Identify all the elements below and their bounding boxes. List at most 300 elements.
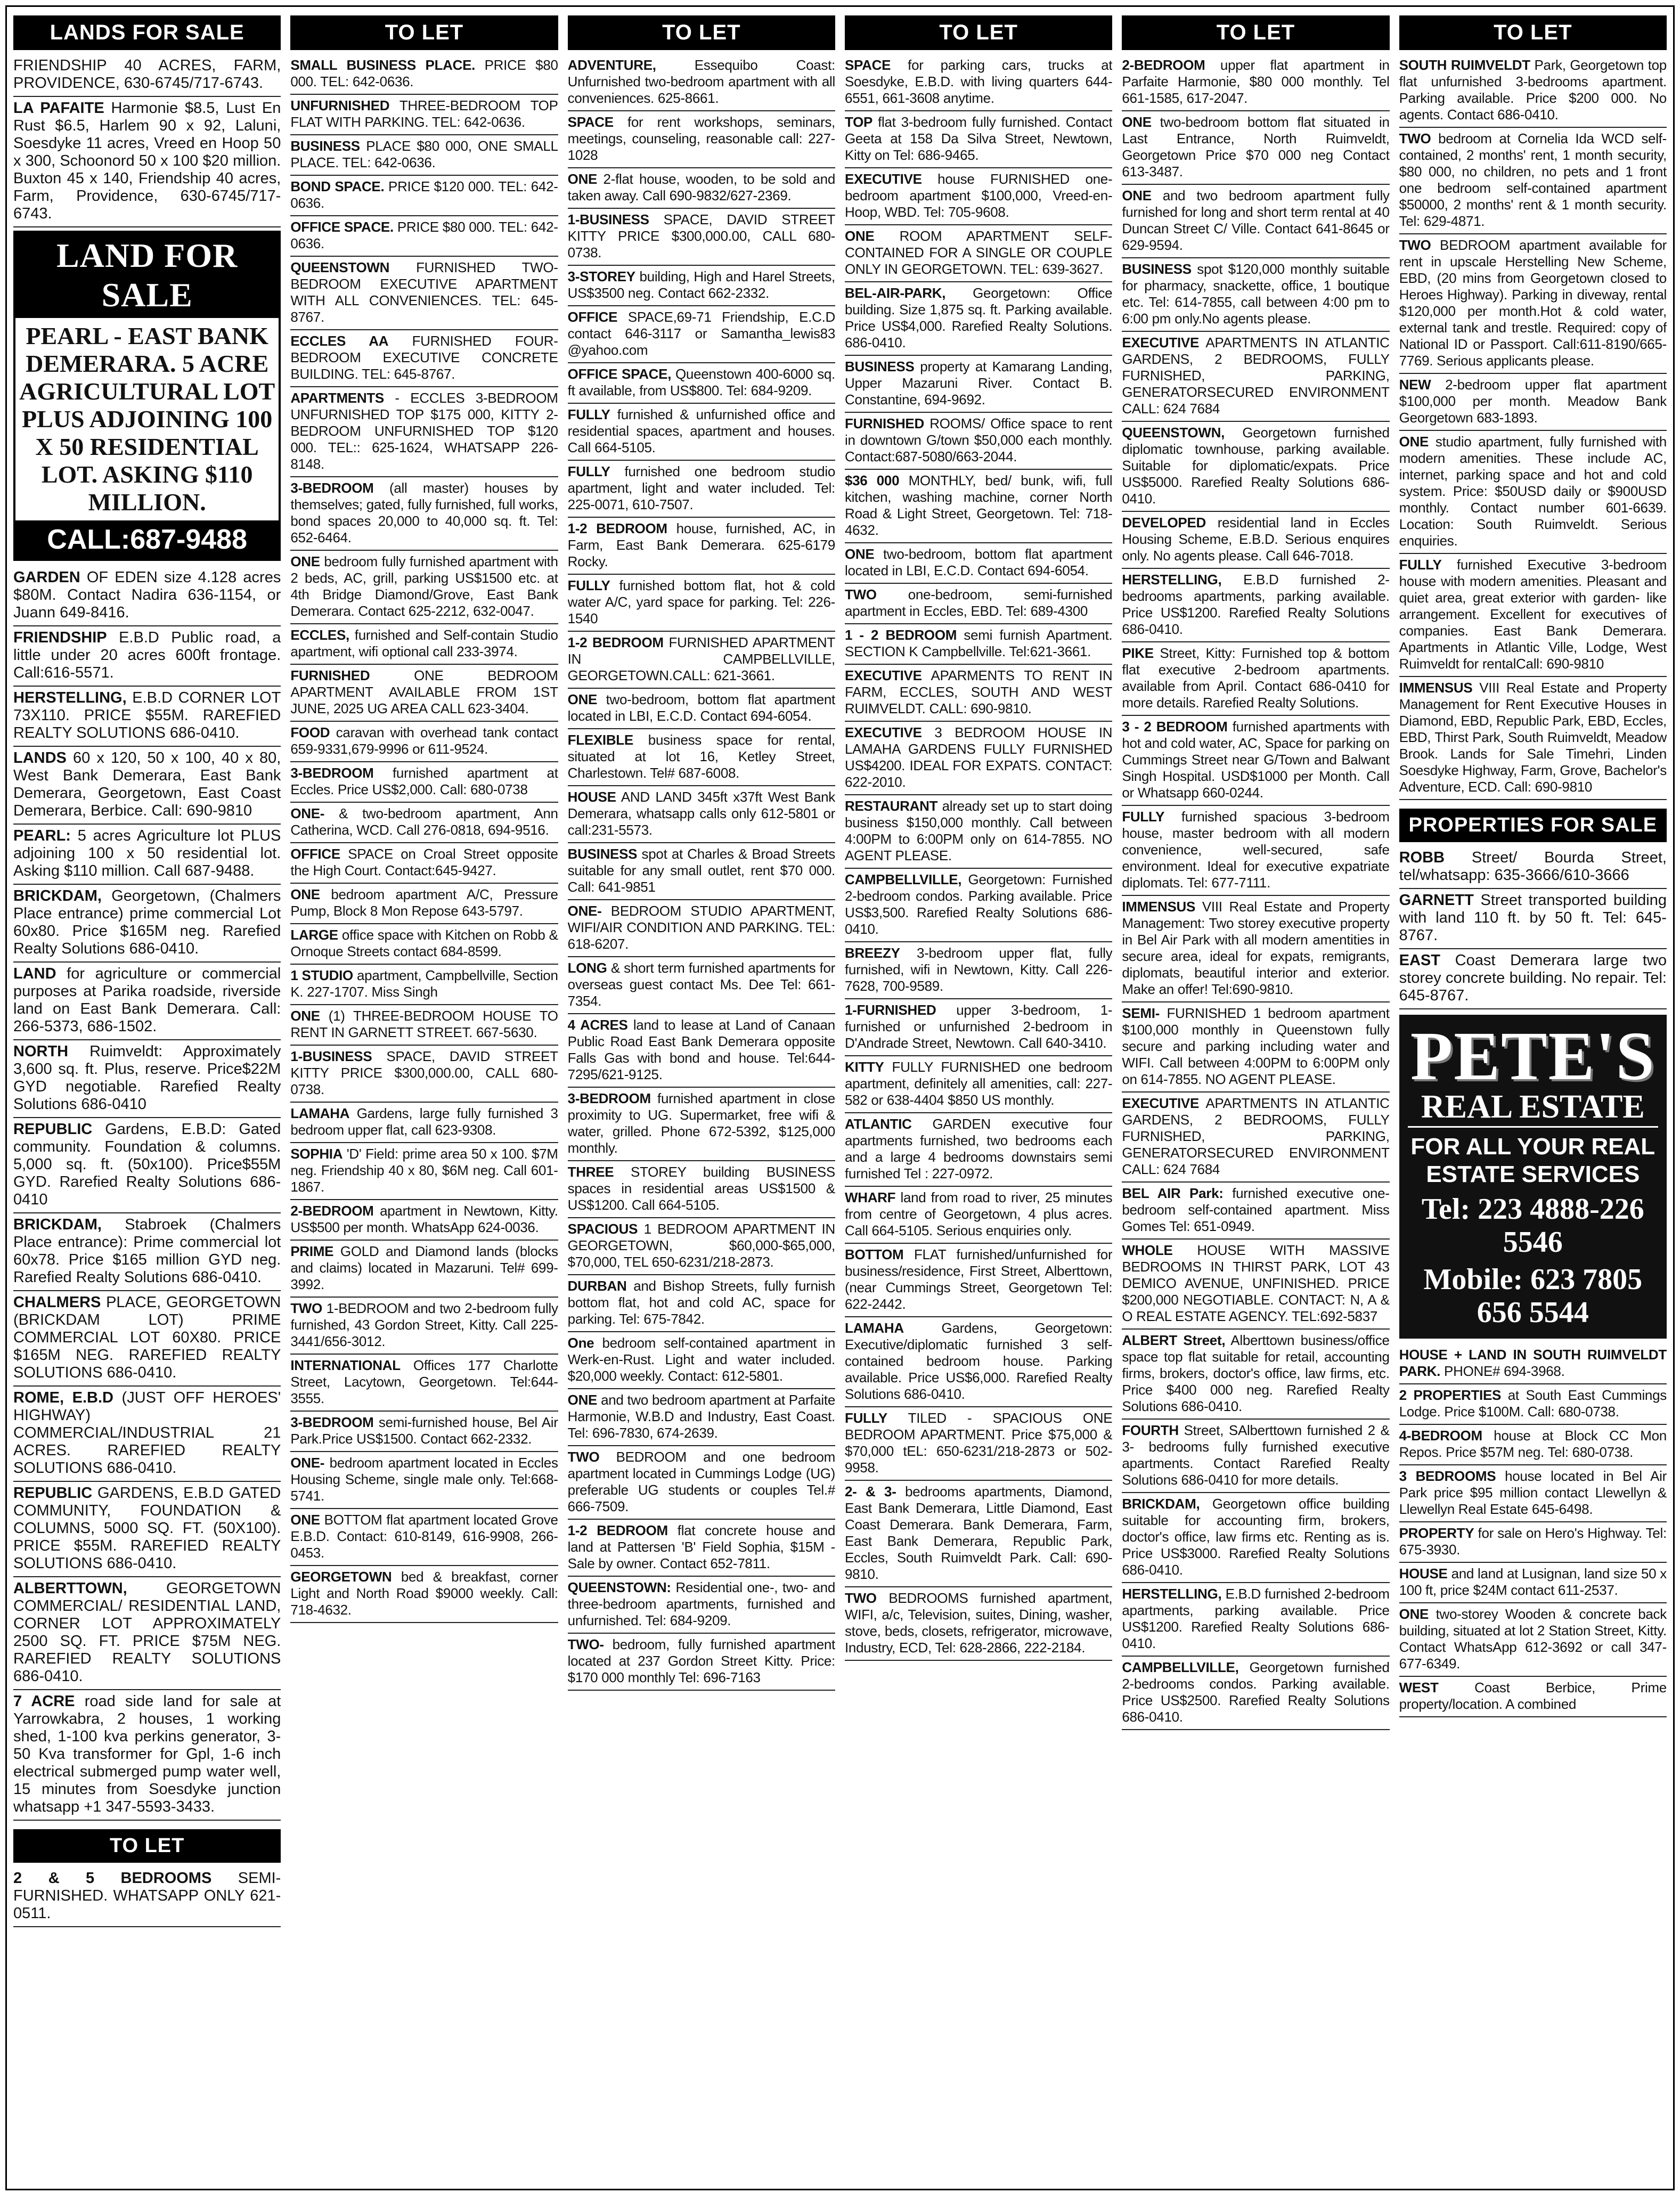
classified-ad <box>1399 234 1667 374</box>
ad-lead-word: 2-BEDROOM <box>290 1203 374 1219</box>
classified-ad <box>568 1014 835 1088</box>
classified-ad <box>845 1481 1112 1587</box>
classified-ad <box>568 632 835 689</box>
ad-body-text: already set up to start doing business $150,000 monthly. Call between 4:00PM to 6:00PM only on 614-7855. NO AGENT PLEASE. <box>844 798 1113 863</box>
ad-body-text: GARDENS, E.B.D GATED COMMUNITY, FOUNDATION & COLUMNS, 5000 SQ. FT. (50X100). PRICE $55M. RAREFIED REALTY SOLUTIONS 686-0410. <box>13 1485 281 1572</box>
ad-body-text: Residential one-, two- and three-bedroom apartments, furnished and unfurnished. Tel: 684-9209. <box>567 1579 835 1628</box>
classified-ad <box>1399 1425 1667 1465</box>
classified-ad <box>845 999 1112 1056</box>
ad-body-text: house at Block CC Mon Repos. Price $57M neg. Tel: 680-0738. <box>1399 1428 1667 1460</box>
ad-lead-word: FOURTH <box>1122 1422 1179 1438</box>
ad-body-text: SPACE, DAVID STREET KITTY PRICE $300,000.00, CALL 680-0738. <box>290 1048 558 1097</box>
ad-lead-word: NORTH <box>13 1043 69 1060</box>
ad-lead-word: 1-FURNISHED <box>844 1002 936 1018</box>
ad-body-text: furnished & unfurnished office and residential spaces, apartment and houses. Call 664-5105. <box>567 406 835 455</box>
ad-lead-word: TWO <box>1399 237 1431 253</box>
classified-ad <box>845 54 1112 111</box>
ad-lead-word: TWO <box>290 1300 323 1316</box>
ad-body-text: one-bedroom, semi-furnished apartment in Eccles, EBD. Tel: 689-4300 <box>844 586 1113 619</box>
classified-ad <box>290 1143 558 1200</box>
ad-body-text: ONE BEDROOM APARTMENT AVAILABLE FROM 1ST JUNE, 2025 UG AREA CALL 623-3404. <box>290 667 558 716</box>
ad-body-text: Georgetown: Furnished 2-bedroom condos. Parking available. Price US$3,500. Rarefied Realty Solutions 686-0410. <box>844 871 1113 937</box>
ad-body-text: 60 x 120, 50 x 100, 40 x 80, West Bank Demerara, East Bank Demerara, Georgetown, East Coast Demerara, Berbice. Call: 690-9810 <box>13 749 281 819</box>
classified-ad <box>568 54 835 111</box>
ad-lead-word: ROBB <box>1399 849 1445 866</box>
ad-lead-word: 2 PROPERTIES <box>1399 1387 1502 1403</box>
ad-lead-word: TWO <box>1399 131 1431 146</box>
classified-ad <box>568 518 835 575</box>
classified-ad <box>568 209 835 266</box>
classified-ad <box>1122 1657 1389 1730</box>
ad-lead-word: EXECUTIVE <box>844 667 922 683</box>
ad-lead-word: ONE <box>290 553 320 569</box>
ad-body-text: Park, Georgetown top flat unfurnished 3-bedrooms apartment. Parking available. Price $200 000. No agents. Contact 686-0410. <box>1399 57 1667 123</box>
ad-lead-word: OFFICE SPACE, <box>567 366 672 382</box>
classified-ad <box>290 843 558 884</box>
ad-lead-word: QUEENSTOWN <box>290 259 390 275</box>
ad-body-text: VIII Real Estate and Property Management: Two storey executive property in Bel Air Park with all modern amentities in secure area, ideal for expats, remigrants, diplomats, beautiful interior and exterior. Make an offer! Tel:690-9810. <box>1122 899 1390 997</box>
ad-body-text: two-storey Wooden & concrete back building, situated at lot 2 Station Street, Kitty. Contact WhatsApp 612-3692 or call 347-677-6349. <box>1399 1606 1667 1672</box>
ad-lead-word: One <box>567 1335 594 1351</box>
ad-lead-word: BRICKDAM, <box>13 887 102 904</box>
ad-body-text: THREE-BEDROOM TOP FLAT WITH PARKING. TEL: 642-0636. <box>290 97 558 130</box>
classified-ad <box>290 1046 558 1103</box>
classified-ad <box>845 225 1112 282</box>
classified-ad <box>1122 1093 1389 1183</box>
ad-body-text: Street, SAlberttown furnished 2 & 3- bedrooms fully furnished executive apartments. Contact Rarefied Realty Solutions 686-0410 for more details. <box>1122 1422 1390 1488</box>
ad-body-text: E.B.D furnished 2-bedroom apartments, parking available. Price US$1200. Rarefied Realty Solutions 686-0410. <box>1122 1586 1390 1651</box>
ad-lead-word: ONE <box>567 691 598 707</box>
classified-ad <box>568 1520 835 1577</box>
classified-ad <box>1399 1465 1667 1522</box>
classified-ad <box>1122 569 1389 642</box>
ad-lead-word: 1-BUSINESS <box>290 1048 372 1064</box>
ad-body-text: upper flat apartment in Parfaite Harmonie, $80 000 monthly. Tel 661-1585, 617-2047. <box>1122 57 1390 106</box>
ad-lead-word: 1-2 BEDROOM <box>567 520 667 536</box>
classified-ad <box>1399 374 1667 431</box>
column-to-let-4 <box>1122 15 1389 2180</box>
classified-ad <box>568 1446 835 1520</box>
ad-lead-word: DURBAN <box>567 1278 627 1294</box>
classified-ad <box>1399 1384 1667 1425</box>
ad-body-text: SEMI-FURNISHED. WHATSAPP ONLY 621-0511. <box>13 1870 281 1922</box>
classified-ad <box>568 404 835 461</box>
ad-body-text: business space for rental, situated at lot 16, Ketley Street, Charlestown. Tel# 687-6008. <box>567 732 835 781</box>
classified-ad <box>845 356 1112 413</box>
ad-body-text: Coast Berbice, Prime property/location. A combined <box>1399 1680 1667 1712</box>
classified-ad <box>13 1118 281 1213</box>
section-header-to-let: TO LET <box>13 1829 281 1863</box>
ad-body-text: furnished apartments with hot and cold water, AC, Space for parking on Cummings Street near G/Town and Balwant Singh Hospital. USD$1000 per Month. Call or Whatsapp 660-0244. <box>1122 719 1390 801</box>
ad-lead-word: ONE <box>1122 114 1152 130</box>
ad-body-text: E.B.D furnished 2-bedrooms apartments, parking available. Price US$1200. Rarefied Realty Solutions 686-0410. <box>1122 572 1390 637</box>
land-box-body: PEARL - EAST BANK DEMERARA. 5 ACRE AGRICULTURAL LOT PLUS ADJOINING 100 X 50 RESIDENTIAL LOT. ASKING $110 MILLION. <box>19 322 275 516</box>
classified-ad <box>568 729 835 786</box>
ad-lead-word: 2- & 3- <box>844 1483 896 1499</box>
ad-body-text: E.B.D Public road, a little under 20 acres 600ft frontage. Call:616-5571. <box>13 629 281 681</box>
ad-body-text: two-bedroom, bottom flat apartment located in LBI, E.C.D. Contact 694-6054. <box>567 691 835 724</box>
classified-ad <box>290 257 558 330</box>
petes-subtitle: REAL ESTATE <box>1408 1088 1658 1128</box>
ad-lead-word: ONE- <box>567 903 602 919</box>
classified-ad <box>1399 1563 1667 1603</box>
classified-ad <box>845 282 1112 356</box>
ad-body-text: office space with Kitchen on Robb & Ornoque Streets contact 684-8599. <box>290 927 558 959</box>
ad-lead-word: 3-BEDROOM <box>567 1090 651 1106</box>
classified-ad <box>1122 896 1389 1002</box>
ad-body-text: PHONE# 694-3968. <box>1444 1363 1565 1379</box>
ad-lead-word: TWO <box>567 1449 600 1465</box>
petes-real-estate-ad <box>1399 1015 1667 1339</box>
ad-lead-word: 3-BEDROOM <box>290 480 374 496</box>
ad-body-text: for sale on Hero's Highway. Tel: 675-3930. <box>1399 1525 1667 1558</box>
classified-ad <box>568 168 835 209</box>
ad-body-text: SPACE, DAVID STREET KITTY PRICE $300,000.00, CALL 680-0738. <box>567 211 835 260</box>
ad-body-text: Gardens, large fully furnished 3 bedroom upper flat, call 623-9308. <box>290 1105 558 1138</box>
ad-body-text: land from road to river, 25 minutes from centre of Georgetown, 4 plus acres. Call 664-5105. Serious enquiries only. <box>844 1189 1113 1238</box>
ad-lead-word: FULLY <box>567 577 610 593</box>
ad-body-text: Harmonie $8.5, Lust En Rust $6.5, Harlem 90 x 92, Laluni, Soesdyke 11 acres, Vreed en Hoop 50 x 300, Schoonord 50 x 100 $20 million. Buxton 45 x 140, Friendship 40 acres, Farm, Providence, 630-6745/717-6743. <box>13 100 281 222</box>
ad-body-text: house, furnished, AC, in Farm, East Bank Demerara. 625-6179 Rocky. <box>567 520 835 569</box>
classified-ad <box>290 551 558 624</box>
ad-body-text: Street/ Bourda Street, tel/whatsapp: 635-3666/610-3666 <box>1399 849 1667 884</box>
ad-lead-word: THREE <box>567 1164 614 1180</box>
ad-lead-word: PEARL: <box>13 827 71 844</box>
classified-ad <box>290 1452 558 1509</box>
ad-lead-word: UNFURNISHED <box>290 97 390 113</box>
ad-lead-word: DEVELOPED <box>1122 515 1206 531</box>
ad-body-text: FLAT furnished/unfurnished for business/residence, First Street, Alberttown, (near Cummings Street, Georgetown Tel: 622-2442. <box>844 1246 1113 1312</box>
classified-ad <box>1122 1583 1389 1657</box>
ad-lead-word: LAMAHA <box>290 1105 350 1121</box>
ad-body-text: PLACE, GEORGETOWN (BRICKDAM LOT) PRIME COMMERCIAL LOT 60X80. PRICE $165M NEG. RAREFIED REALTY SOLUTIONS 686-0410. <box>13 1294 281 1381</box>
classified-ad <box>845 1113 1112 1187</box>
classified-ad <box>568 843 835 900</box>
ad-lead-word: CHALMERS <box>13 1294 101 1311</box>
ad-lead-word: NEW <box>1399 377 1431 393</box>
ad-lead-word: HOUSE + LAND IN SOUTH RUIMVELDT PARK. <box>1399 1347 1667 1379</box>
classified-ad <box>290 722 558 762</box>
ad-body-text: land to lease at Land of Canaan Public Road East Bank Demerara opposite Falls Gas with bond and house. Tel:644-7295/621-9125. <box>567 1017 835 1082</box>
ad-lead-word: BUSINESS <box>844 358 915 374</box>
ad-list <box>1399 846 1667 1009</box>
ad-lead-word: PROPERTY <box>1399 1525 1474 1541</box>
classified-ad <box>290 884 558 924</box>
classified-ad <box>290 624 558 665</box>
classified-ad <box>13 54 281 97</box>
ad-body-text: 1 BEDROOM APARTMENT IN GEORGETOWN, $60,000-$65,000, $70,000, TEL 650-6231/218-2873. <box>567 1221 835 1270</box>
ad-body-text: Street transported building with land 110 ft. by 50 ft. Tel: 645-8767. <box>1399 892 1667 944</box>
ad-lead-word: FULLY <box>844 1410 887 1426</box>
classified-ad <box>1399 431 1667 554</box>
ad-lead-word: HERSTELLING, <box>13 689 127 706</box>
land-for-sale-box <box>13 231 281 561</box>
ad-lead-word: FLEXIBLE <box>567 732 633 748</box>
ad-lead-word: FULLY <box>567 463 610 479</box>
classified-ad <box>13 1577 281 1690</box>
ad-body-text: 3-bedroom upper flat, fully furnished, wifi in Newtown, Kitty. Call 226-7628, 700-9589. <box>844 945 1113 994</box>
ad-body-text: flat concrete house and land at Pattersen 'B' Field Sophia, $15M - Sale by owner. Contact 652-7811. <box>567 1522 835 1571</box>
classified-ad <box>1122 512 1389 569</box>
classified-ad <box>290 965 558 1005</box>
ad-lead-word: FULLY <box>1399 557 1442 573</box>
ad-body-text: 2-bedroom upper flat apartment $100,000 per month. Meadow Bank Georgetown 683-1893. <box>1399 377 1667 426</box>
classified-ad <box>845 1187 1112 1244</box>
classified-ad <box>845 869 1112 942</box>
classified-ad <box>290 54 558 95</box>
classified-ad <box>290 1509 558 1566</box>
classified-ad <box>290 387 558 477</box>
classified-ad <box>568 1332 835 1389</box>
ad-body-text: AND LAND 345ft x37ft West Bank Demerara, whatsapp calls only 612-5801 or call:231-5573. <box>567 789 835 838</box>
ad-lead-word: 4 ACRES <box>567 1017 628 1033</box>
ad-body-text: and two bedroom apartment fully furnished for long and short term rental at 40 Duncan Street C/ Ville. Contact 641-8645 or 629-9594. <box>1122 188 1390 253</box>
ad-body-text: APARTMENTS IN ATLANTIC GARDENS, 2 BEDROOMS, FULLY FURNISHED, PARKING, GENERATORSECURED ENVIRONMENT CALL: 624 7684 <box>1122 335 1390 417</box>
ad-lead-word: EAST <box>1399 952 1440 969</box>
ad-body-text: Coast Demerara large two storey concrete building. No repair. Tel: 645-8767. <box>1399 952 1667 1004</box>
ad-lead-word: TOP <box>844 114 873 130</box>
ad-body-text: Queenstown 400-6000 sq. ft available, from US$800. Tel: 684-9209. <box>567 366 835 398</box>
ad-lead-word: 1 - 2 BEDROOM <box>844 627 957 643</box>
ad-lead-word: 1-2 BEDROOM <box>567 634 664 650</box>
classifieds-page <box>5 5 1675 2190</box>
ad-lead-word: LAND <box>13 965 56 982</box>
ad-lead-word: BRICKDAM, <box>13 1216 102 1233</box>
ad-lead-word: OFFICE <box>290 846 340 862</box>
ad-lead-word: KITTY <box>844 1059 884 1075</box>
ad-lead-word: IMMENSUS <box>1122 899 1196 915</box>
ad-body-text: bedroom at Cornelia Ida WCD self-contained, 2 months' rent, 1 month security, $80 000, no children, no pets and 1 front one bedroom self-contained apartment $50000, 2 months' rent & 1 month security. Tel: 629-4871. <box>1399 131 1667 229</box>
ad-body-text: PRICE $80 000. TEL: 642-0636. <box>290 219 558 251</box>
classified-ad <box>13 1482 281 1577</box>
classified-ad <box>1122 422 1389 512</box>
classified-ad <box>13 747 281 825</box>
section-header: TO LET <box>1399 15 1667 50</box>
ad-body-text: - ECCLES 3-BEDROOM UNFURNISHED TOP $175 000, KITTY 2-BEDROOM UNFURNISHED TOP $120 000. TEL:: 625-1624, WHATSAPP 226-8148. <box>290 390 558 472</box>
classified-ad <box>1122 1002 1389 1093</box>
classified-ad <box>845 795 1112 869</box>
ad-body-text: apartment in Newtown, Kitty. US$500 per month. WhatsApp 624-0036. <box>290 1203 558 1235</box>
ad-lead-word: SOUTH RUIMVELDT <box>1399 57 1530 73</box>
ad-body-text: BOTTOM flat apartment located Grove E.B.D. Contact: 610-8149, 616-9908, 266-0453. <box>290 1512 558 1561</box>
classified-ad <box>568 957 835 1014</box>
ad-lead-word: EXECUTIVE <box>1122 335 1199 350</box>
ad-lead-word: EXECUTIVE <box>844 171 922 187</box>
ad-body-text: ROOMS/ Office space to rent in downtown G/town $50,000 each monthly. Contact:687-5080/663-2044. <box>844 415 1113 464</box>
ad-body-text: building, High and Harel Streets, US$3500 neg. Contact 662-2332. <box>567 268 835 301</box>
ad-lead-word: HOUSE <box>567 789 616 805</box>
ad-lead-word: BUSINESS <box>1122 261 1192 277</box>
classified-ad <box>1122 716 1389 806</box>
ad-lead-word: ONE <box>567 1392 598 1408</box>
ad-body-text: two-bedroom bottom flat situated in Last Entrance, North Ruimveldt, Georgetown Price $70 000 neg Contact 613-3487. <box>1122 114 1390 180</box>
ad-body-text: E.B.D CORNER LOT 73X110. PRICE $55M. RAREFIED REALTY SOLUTIONS 686-0410. <box>13 689 281 741</box>
land-box-phone: CALL:687-9488 <box>15 520 279 559</box>
ad-lead-word: CAMPBELLVILLE, <box>844 871 962 887</box>
ad-lead-word: GARDEN <box>13 569 80 586</box>
classified-ad <box>13 825 281 885</box>
ad-lead-word: ROME, E.B.D <box>13 1389 113 1406</box>
ad-lead-word: FURNISHED <box>290 667 370 683</box>
ad-body-text: SPACE on Croal Street opposite the High Court. Contact:645-9427. <box>290 846 558 878</box>
ad-lead-word: HERSTELLING, <box>1122 572 1222 588</box>
ad-lead-word: ONE <box>567 171 598 187</box>
classified-ad <box>1399 677 1667 800</box>
classified-ad <box>1122 1240 1389 1330</box>
classified-ad <box>568 461 835 518</box>
ad-lead-word: 3 - 2 BEDROOM <box>1122 719 1228 735</box>
ad-body-text: two-bedroom, bottom flat apartment located in LBI, E.C.D. Contact 694-6054. <box>844 546 1113 578</box>
classified-ad <box>13 1040 281 1118</box>
classified-ad <box>1399 54 1667 128</box>
ad-body-text: GEORGETOWN COMMERCIAL/ RESIDENTIAL LAND, CORNER LOT APPROXIMATELY 2500 SQ. FT. PRICE $75M NEG. RAREFIED REALTY SOLUTIONS 686-0410. <box>13 1580 281 1685</box>
ad-body-text: bedroom fully furnished apartment with 2 beds, AC, grill, parking US$1500 etc. at 4th Bridge Diamond/Grove, East Bank Demerara. Contact 625-2212, 632-0047. <box>290 553 558 619</box>
column-to-let-5 <box>1399 15 1667 2180</box>
ad-body-text: FULLY FURNISHED one bedroom apartment, definitely all amenities, call: 227-582 or 638-4404 $850 US monthly. <box>844 1059 1113 1108</box>
ad-body-text: spot at Charles & Broad Streets suitable for any small outlet, rent $70 000. Call: 641-9851 <box>567 846 835 895</box>
classified-ad <box>568 786 835 843</box>
ad-body-text: Offices 177 Charlotte Street, Lacytown, Georgetown. Tel:644-3555. <box>290 1357 558 1406</box>
ad-body-text: apartment, Campbellville, Section K. 227-1707. Miss Singh <box>290 967 558 1000</box>
ad-lead-word: APARTMENTS <box>290 390 384 406</box>
classified-ad <box>568 1218 835 1275</box>
ad-body-text: STOREY building BUSINESS spaces in residential areas US$1500 & US$1200. Call 664-5105. <box>567 1164 835 1213</box>
classified-ad <box>290 1241 558 1298</box>
ad-body-text: spot $120,000 monthly suitable for pharmacy, snackette, office, 1 boutique etc. Tel: 614-7855, call between 4:00 pm to 6:00 pm only.No agents please. <box>1122 261 1390 327</box>
classified-ad <box>13 1213 281 1291</box>
ad-body-text: Georgetown furnished 2-bedrooms condos. Parking available. Price US$2500. Rarefied Realty Solutions 686-0410. <box>1122 1659 1390 1725</box>
land-box-title: LAND FOR SALE <box>15 233 279 318</box>
section-header-properties-for-sale: PROPERTIES FOR SALE <box>1399 809 1667 842</box>
ad-body-text: furnished spacious 3-bedroom house, master bedroom with all modern convenience, well-secured, safe environment. Ideal for executive expatriate diplomats. Tel: 677-7111. <box>1122 809 1390 891</box>
ad-lead-word: 2 & 5 BEDROOMS <box>13 1870 212 1887</box>
classified-ad <box>568 1577 835 1634</box>
ad-lead-word: GEORGETOWN <box>290 1569 392 1585</box>
ad-body-text: bedroom self-contained apartment in Werk-en-Rust. Light and water included. $20,000 weekly. Contact: 612-5801. <box>567 1335 835 1384</box>
classified-ad <box>1122 185 1389 258</box>
ad-body-text: house located in Bel Air Park price $95 million contact Llewellyn & Llewellyn Real Estate 645-6498. <box>1399 1468 1667 1517</box>
ad-body-text: semi furnish Apartment. SECTION K Campbellville. Tel:621-3661. <box>844 627 1113 659</box>
ad-lead-word: ONE <box>1399 1606 1429 1622</box>
ad-body-text: semi-furnished house, Bel Air Park.Price US$1500. Contact 662-2332. <box>290 1414 558 1447</box>
classified-ad <box>1122 111 1389 185</box>
ad-body-text: furnished apartment in close proximity to UG. Supermarket, free wifi & water, grilled. Phone 672-5392, $125,000 monthly. <box>567 1090 835 1156</box>
ad-lead-word: ONE <box>844 546 875 562</box>
classified-ad <box>13 1867 281 1927</box>
ad-body-text: APARTMENTS IN ATLANTIC GARDENS, 2 BEDROOMS, FULLY FURNISHED, PARKING, GENERATORSECURED ENVIRONMENT CALL: 624 7684 <box>1122 1095 1390 1177</box>
classified-ad <box>1399 889 1667 949</box>
petes-telephone: Tel: 223 4888-226 5546 <box>1421 1193 1644 1259</box>
ad-body-text: FURNISHED FOUR-BEDROOM EXECUTIVE CONCRETE BUILDING. TEL: 645-8767. <box>290 333 558 382</box>
classified-ad <box>290 1103 558 1143</box>
classified-ad <box>845 584 1112 624</box>
ad-body-text: (all master) houses by themselves; gated, fully furnished, full works, bond spaces 20,000 to 40,000 sq. ft. Tel: 652-6464. <box>290 480 558 545</box>
ad-lead-word: TWO- <box>567 1636 604 1652</box>
ad-lead-word: REPUBLIC <box>13 1121 93 1138</box>
ad-lead-word: REPUBLIC <box>13 1485 93 1502</box>
ad-list <box>845 54 1112 1661</box>
ad-lead-word: EXECUTIVE <box>1122 1095 1199 1111</box>
classified-ad <box>1399 1344 1667 1384</box>
classified-ad <box>568 1389 835 1446</box>
ad-body-text: 2-flat house, wooden, to be sold and taken away. Call 690-9832/627-2369. <box>567 171 835 203</box>
classified-ad <box>845 470 1112 543</box>
ad-body-text: & short term furnished apartments for overseas guest contact Ms. Dee Tel: 661-7354. <box>567 960 835 1009</box>
classified-ad <box>290 1566 558 1623</box>
ad-lead-word: RESTAURANT <box>844 798 938 814</box>
classified-ad <box>845 1407 1112 1481</box>
ad-lead-word: ADVENTURE, <box>567 57 656 73</box>
classified-ad <box>290 665 558 722</box>
ad-lead-word: WEST <box>1399 1680 1439 1695</box>
ad-lead-word: HOUSE <box>1399 1566 1448 1582</box>
petes-mobile: Mobile: 623 7805 656 5544 <box>1423 1263 1643 1329</box>
ad-body-text: and two bedroom apartment at Parfaite Harmonie, W.B.D and Industry, East Coast. Tel: 696-7830, 674-2639. <box>567 1392 835 1441</box>
ad-list <box>1399 1344 1667 1717</box>
petes-logo: PETE'S <box>1410 1018 1655 1095</box>
ad-lead-word: WHARF <box>844 1189 896 1205</box>
ad-lead-word: BEL AIR Park: <box>1122 1185 1224 1201</box>
ad-lead-word: ONE <box>290 886 320 902</box>
classified-ad <box>845 665 1112 722</box>
ad-body-text: TILED - SPACIOUS ONE BEDROOM APARTMENT. Price $75,000 & $70,000 tEL: 650-6231/218-2873 or 502-9958. <box>844 1410 1113 1476</box>
classified-ad <box>845 111 1112 168</box>
classified-ad <box>845 413 1112 470</box>
classified-ad <box>568 111 835 168</box>
classified-ad <box>13 885 281 963</box>
ad-body-text: residential land in Eccles Housing Scheme, E.B.D. Serious enquires only. No agents please. Call 646-7018. <box>1122 515 1390 564</box>
ad-body-text: FURNISHED APARTMENT IN CAMPBELLVILLE, GEORGETOWN.CALL: 621-3661. <box>567 634 835 683</box>
ad-lead-word: SPACE <box>844 57 891 73</box>
classified-ad <box>290 1412 558 1452</box>
ad-lead-word: INTERNATIONAL <box>290 1357 401 1373</box>
ad-lead-word: BOND SPACE. <box>290 178 385 194</box>
ad-body-text: Essequibo Coast: Unfurnished two-bedroom apartment with all conveniences. 625-8661. <box>567 57 835 106</box>
ad-body-text: furnished one bedroom studio apartment, light and water included. Tel: 225-0071, 610-7507. <box>567 463 835 512</box>
section-header: TO LET <box>568 15 835 50</box>
ad-body-text: furnished Executive 3-bedroom house with modern amenities. Pleasant and quiet area, great exterior with garden- like arrangement. Excellent for executives of companies. East Bank Demerara. Apartments in Atlantic Ville, Lodge, West Ruimveldt for rentalCall: 690-9810 <box>1399 557 1667 672</box>
classified-ad <box>1399 554 1667 677</box>
section-header: TO LET <box>290 15 558 50</box>
classified-ad <box>290 330 558 387</box>
ad-lead-word: BUSINESS <box>567 846 638 862</box>
classified-ad <box>1122 1330 1389 1420</box>
ad-body-text: Ruimveldt: Approximately 3,600 sq. ft. Plus, reserve. Price$22M GYD negotiable. Rarefied Realty Solutions 686-0410 <box>13 1043 281 1113</box>
section-header: TO LET <box>1122 15 1389 50</box>
ad-lead-word: BUSINESS <box>290 138 360 154</box>
classified-ad <box>568 306 835 363</box>
ad-body-text: Stabroek (Chalmers Place entrance): Prime commercial lot 60x78. Price $165 million GYD neg. Rarefied Realty Solutions 686-0410. <box>13 1216 281 1286</box>
classified-ad <box>568 689 835 729</box>
ad-body-text: BEDROOM apartment available for rent in upscale Herstelling New Scheme, EBD, (20 mins from Georgetown closed to Heroes Highway). Parking in diveway, rental $120,000 per month.Hot & cold water, external tank and trestle. Required: copy of National ID or Passport. Call:611-8190/665-7769. Serious applicants please. <box>1399 237 1667 369</box>
ad-lead-word: 1-BUSINESS <box>567 211 649 227</box>
classified-ad <box>1122 258 1389 332</box>
ad-lead-word: ONE- <box>290 1455 325 1471</box>
ad-body-text: bedroom apartment located in Eccles Housing Scheme, single male only. Tel:668-5741. <box>290 1455 558 1504</box>
ad-lead-word: 1-2 BEDROOM <box>567 1522 668 1538</box>
ad-lead-word: PRIME <box>290 1243 334 1259</box>
ad-lead-word: ONE <box>290 1512 320 1528</box>
column-to-let-1 <box>290 15 558 2180</box>
ad-body-text: for rent workshops, seminars, meetings, counseling, reasonable call: 227-1028 <box>567 114 835 163</box>
ad-lead-word: ECCLES AA <box>290 333 389 349</box>
ad-lead-word: OFFICE <box>567 309 618 325</box>
ad-lead-word: 1 STUDIO <box>290 967 353 983</box>
ad-lead-word: BRICKDAM, <box>1122 1496 1200 1512</box>
ad-body-text: 1-BEDROOM and two 2-bedroom fully furnished, 43 Gordon Street, Kitty. Call 225- 3441/656-3012. <box>290 1300 558 1349</box>
ad-lead-word: OFFICE SPACE. <box>290 219 394 235</box>
ad-body-text: 3 BEDROOM HOUSE IN LAMAHA GARDENS FULLY FURNISHED US$4200. IDEAL FOR EXPATS. CONTACT: 622-2010. <box>844 724 1113 790</box>
